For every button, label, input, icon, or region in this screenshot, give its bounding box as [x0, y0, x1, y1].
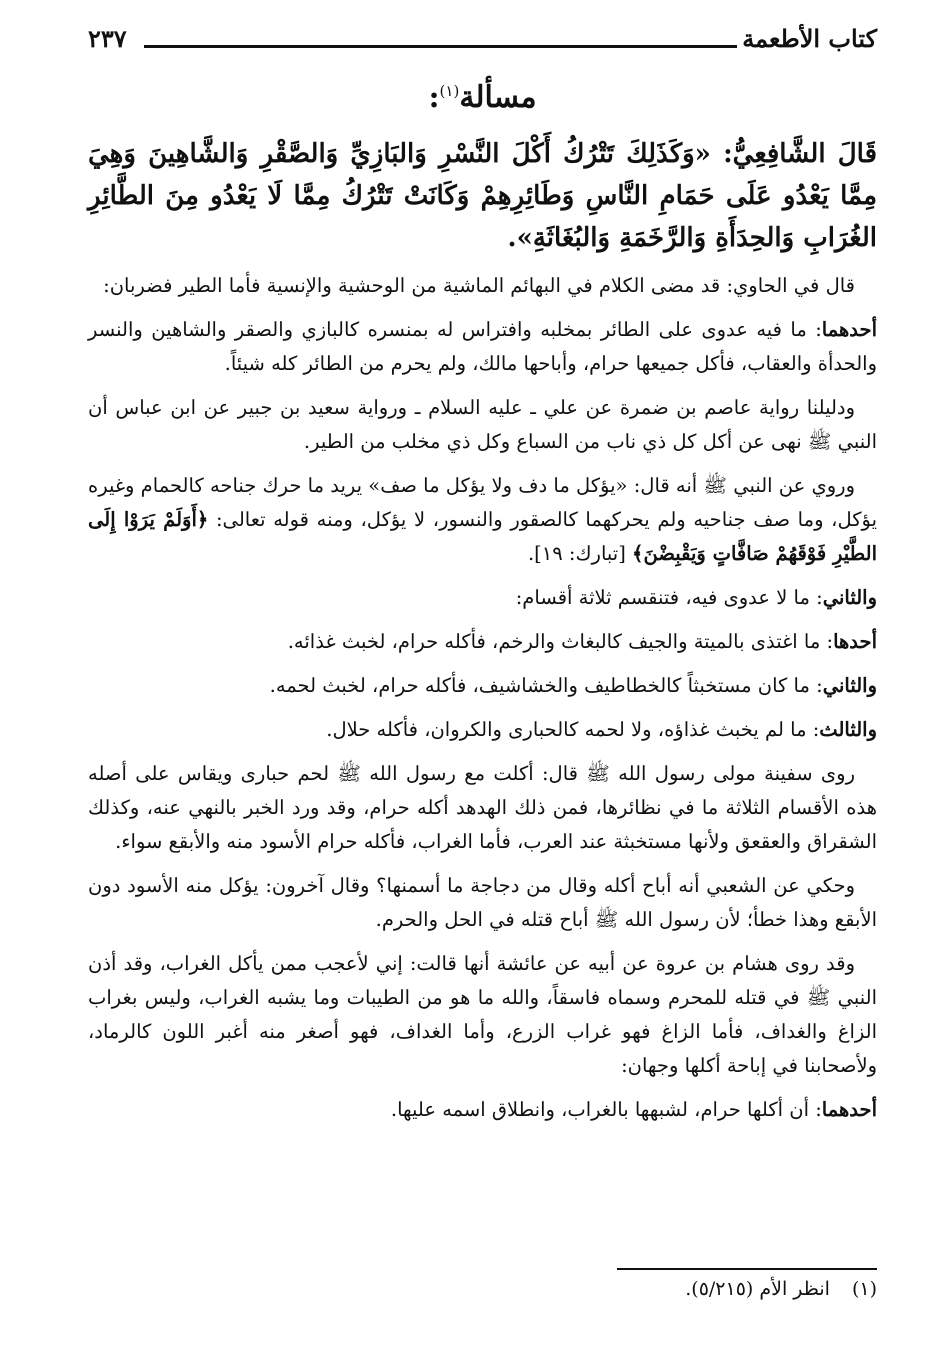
paragraph	[88, 757, 877, 859]
paragraph	[88, 391, 877, 459]
paragraph-text: : ما لم يخبث غذاؤه، ولا لحمه كالحبارى والكروان، فأكله حلال.	[326, 718, 820, 741]
paragraph-lead: والثالث	[819, 718, 877, 741]
paragraph	[88, 669, 877, 703]
footnote-ref: (١)	[439, 82, 460, 100]
footnote-number: (١)	[851, 1278, 877, 1300]
paragraph	[88, 313, 877, 381]
paragraph-text: : أن أكلها حرام، لشبهها بالغراب، وانطلاق اسمه عليها.	[390, 1098, 822, 1121]
paragraph-text: قال في الحاوي: قد مضى الكلام في البهائم الماشية من الوحشية والإنسية فأما الطير فضربان:	[103, 274, 855, 297]
paragraph	[88, 869, 877, 937]
paragraph-text: : ما اغتذى بالميتة والجيف كالبغاث والرخم، فأكله حرام، لخبث غذائه.	[287, 630, 834, 653]
header-rule	[144, 45, 737, 48]
footnote-rule	[617, 1268, 877, 1270]
book-title: كتاب الأطعمة	[742, 24, 877, 53]
paragraph	[88, 1093, 877, 1127]
paragraph-text: : ما كان مستخبثاً كالخطاطيف والخشاشيف، فأكله حرام، لخبث لحمه.	[269, 674, 823, 697]
paragraph-text: روى سفينة مولى رسول الله ﷺ قال: أكلت مع رسول الله ﷺ لحم حبارى ويقاس على أصله هذه الأقسام الثلاثة ما في نظائرها، فمن ذلك الهدهد أكله حرام، وقد ورد الخبر بالنهي عنه، وكذلك الشقراق والعقعق ولأنها مستخبثة عند العرب، فأما الغراب، فأكله حرام الأسود منه والأبقع سواء.	[88, 762, 877, 853]
paragraph-text: [تبارك: ١٩].	[527, 542, 633, 565]
running-header	[88, 18, 877, 62]
footnote-text: انظر الأم (٥/٢١٥).	[685, 1278, 830, 1300]
section-heading-text: مسألة	[459, 80, 537, 115]
paragraph	[88, 269, 877, 303]
paragraph	[88, 947, 877, 1083]
paragraph-lead: والثاني	[822, 586, 877, 609]
paragraph-lead: أحدهما	[821, 318, 877, 341]
paragraph-lead: أحدهما	[821, 1098, 877, 1121]
quran-verse: ﴿أَوَلَمْ يَرَوْا إِلَى الطَّيْرِ فَوْقَهُمْ صَافَّاتٍ وَيَقْبِضْنَ﴾	[88, 508, 877, 565]
matn-quote: قَالَ الشَّافِعِيُّ: «وَكَذَلِكَ تَتْرُكُ أَكْلَ النَّسْرِ وَالبَازِيِّ وَالصَّقْرِ وَالشَّاهِينَ وَهِيَ مِمَّا يَعْدُو عَلَى حَمَامِ النَّاسِ وَطَائِرِهِمْ وَكَانَتْ تَتْرُكُ مِمَّا لَا يَعْدُو مِنَ الطَّائِرِ الغُرَابِ وَالحِدَأَةِ وَالرَّخَمَةِ وَالبُغَاثَةِ».	[88, 139, 877, 253]
paragraph-text: وحكي عن الشعبي أنه أباح أكله وقال من دجاجة ما أسمنها؟ وقال آخرون: يؤكل منه الأسود دون الأبقع وهذا خطأ؛ لأن رسول الله ﷺ أباح قتله في الحل والحرم.	[88, 874, 877, 931]
paragraph-text: : ما لا عدوى فيه، فتنقسم ثلاثة أقسام:	[515, 586, 823, 609]
page-number: ٢٣٧	[88, 24, 127, 53]
paragraph-lead: والثاني	[822, 674, 877, 697]
section-heading-colon: :	[428, 80, 440, 115]
paragraph	[88, 713, 877, 747]
page-body	[88, 76, 877, 1137]
paragraph-text: وقد روى هشام بن عروة عن أبيه عن عائشة أنها قالت: إني لأعجب ممن يأكل الغراب، وقد أذن النبي ﷺ في قتله للمحرم وسماه فاسقاً، والله ما هو من الطيبات وما يشبه الغراب، وليس بغراب الزاغ والغداف، فأما الزاغ فهو غراب الزرع، وأما الغداف، فهو أصغر منه أغبر اللون كالرماد، ولأصحابنا في إباحة أكلها وجهان:	[88, 952, 877, 1077]
section-heading	[88, 80, 877, 115]
footnote	[685, 1278, 877, 1300]
paragraph-text: : ما فيه عدوى على الطائر بمخلبه وافتراس له بمنسره كالبازي والصقر والشاهين والنسر والحدأة والعقاب، فأكل جميعها حرام، وأباحها مالك، ولم يحرم من الطائر كله شيئاً.	[88, 318, 877, 375]
paragraph	[88, 469, 877, 571]
paragraph	[88, 625, 877, 659]
paragraph	[88, 581, 877, 615]
paragraph-text: وروي عن النبي ﷺ أنه قال: «يؤكل ما دف ولا يؤكل ما صف» يريد ما حرك جناحه كالحمام وغيره يؤكل، وما صف جناحيه ولم يحركهما كالصقور والنسور، لا يؤكل، ومنه قوله تعالى:	[88, 474, 877, 531]
paragraph-lead: أحدها	[833, 630, 877, 653]
paragraph-text: ودليلنا رواية عاصم بن ضمرة عن علي ـ عليه السلام ـ ورواية سعيد بن جبير عن ابن عباس أن النبي ﷺ نهى عن أكل كل ذي ناب من السباع وكل ذي مخلب من الطير.	[88, 396, 877, 453]
